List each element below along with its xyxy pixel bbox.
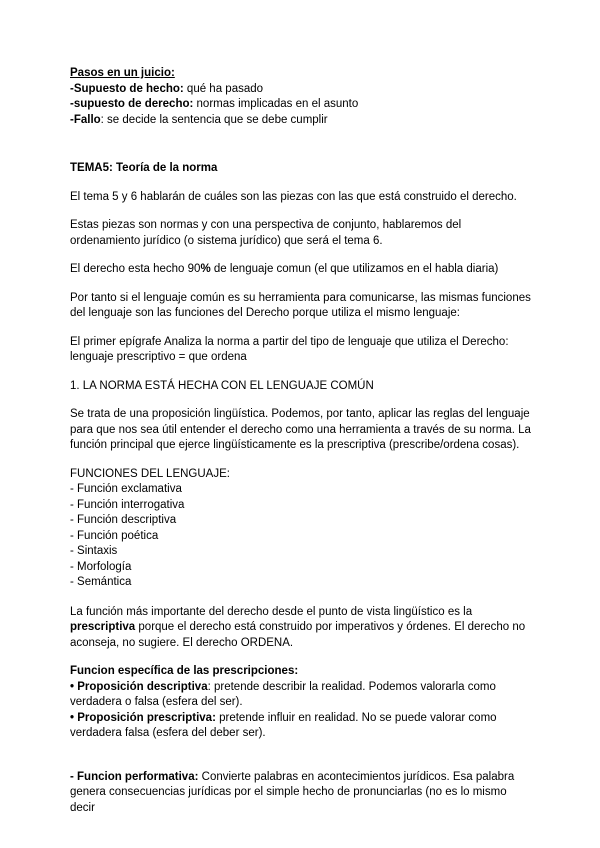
paragraph-normas: Estas piezas son normas y con una perspectiva de conjunto, hablaremos del ordenamiento jurídico (o sistema jurídico) que será el tema 6. bbox=[70, 219, 462, 247]
performativa-label: - Funcion performativa: bbox=[70, 770, 199, 783]
intro-item-supuesto-hecho bbox=[70, 82, 532, 98]
list-item: - Semántica bbox=[70, 576, 132, 588]
intro-item-label: -Supuesto de hecho: bbox=[70, 82, 184, 95]
paragraph-importante bbox=[70, 605, 532, 652]
intro-item-text: normas implicadas en el asunto bbox=[193, 98, 359, 110]
tema-heading-text: TEMA5: Teoría de la norma bbox=[70, 162, 218, 174]
prescripciones-heading bbox=[70, 664, 532, 680]
paragraph-importante-pre: La función más importante del derecho desde el punto de vista lingüístico es la bbox=[70, 605, 473, 618]
bullet-text: pretende influir en realidad. No se puede valorar como verdadera falsa (esfera del deber ser). bbox=[70, 711, 497, 739]
paragraph-performativa bbox=[70, 770, 532, 817]
paragraph-importante-bold: prescriptiva bbox=[70, 621, 136, 633]
paragraph-piezas: El tema 5 y 6 hablarán de cuáles son las piezas con las que está construido el derecho. bbox=[70, 190, 517, 203]
bullet-prescriptiva bbox=[70, 711, 532, 742]
tema-heading bbox=[70, 161, 532, 177]
funciones-heading: FUNCIONES DEL LENGUAJE: bbox=[70, 467, 230, 480]
list-item: - Sintaxis bbox=[70, 545, 118, 557]
paragraph-lenguaje-pre: El derecho esta hecho 90 bbox=[70, 263, 201, 275]
list-item: - Función interrogativa bbox=[70, 498, 185, 511]
bullet-descriptiva bbox=[70, 680, 532, 711]
intro-item-supuesto-derecho bbox=[70, 97, 532, 113]
intro-item-fallo bbox=[70, 113, 532, 129]
funciones-list bbox=[70, 482, 532, 591]
paragraph-lenguaje-post: de lenguaje comun (el que utilizamos en el habla diaria) bbox=[210, 263, 499, 275]
paragraph-lenguaje bbox=[70, 262, 532, 278]
paragraph-epigrafe: El primer epígrafe Analiza la norma a partir del tipo de lenguaje que utiliza el Derecho: lenguaje prescriptivo = que ordena bbox=[70, 335, 509, 363]
intro-heading bbox=[70, 66, 532, 82]
paragraph-lenguaje-bold: % bbox=[200, 263, 211, 275]
paragraph-importante-post: porque el derecho está construido por imperativos y órdenes. El derecho no aconseja, no sugiere. El derecho ORDENA. bbox=[70, 621, 526, 649]
list-item: - Morfología bbox=[70, 560, 132, 573]
bullet-label: • Proposición descriptiva bbox=[70, 680, 208, 693]
paragraph-portanto: Por tanto si el lenguaje común es su herramienta para comunicarse, las mismas funciones del lenguaje son las funciones del Derecho porque utiliza el mismo lenguaje: bbox=[70, 291, 531, 319]
section1-heading: 1. LA NORMA ESTÁ HECHA CON EL LENGUAJE COMÚN bbox=[70, 379, 374, 392]
paragraph-proposicion: Se trata de una proposición lingüística. Podemos, por tanto, aplicar las reglas del lenguaje para que nos sea útil entender el derecho como una herramienta a través de su norma. La función principal que ejerce lingüísticamente es la prescriptiva (prescribe/ordena cosas). bbox=[70, 408, 531, 451]
performativa-text: Convierte palabras en acontecimientos jurídicos. Esa palabra genera consecuencias jurídicas por el simple hecho de pronunciarlas (no es lo mismo decir bbox=[70, 770, 515, 814]
intro-heading-text: Pasos en un juicio: bbox=[70, 67, 175, 79]
intro-item-text: : se decide la sentencia que se debe cumplir bbox=[100, 113, 328, 126]
bullet-text: : pretende describir la realidad. Podemos valorarla como verdadera o falsa (esfera del ser). bbox=[70, 680, 496, 708]
intro-item-label: -Fallo bbox=[70, 113, 101, 126]
list-item: - Función exclamativa bbox=[70, 483, 182, 495]
list-item: - Función poética bbox=[70, 529, 159, 542]
list-item: - Función descriptiva bbox=[70, 514, 177, 526]
bullet-label: • Proposición prescriptiva: bbox=[70, 711, 216, 724]
prescripciones-heading-text: Funcion específica de las prescripciones: bbox=[70, 665, 299, 677]
intro-item-text: qué ha pasado bbox=[183, 82, 264, 95]
intro-item-label: -supuesto de derecho: bbox=[70, 98, 194, 110]
